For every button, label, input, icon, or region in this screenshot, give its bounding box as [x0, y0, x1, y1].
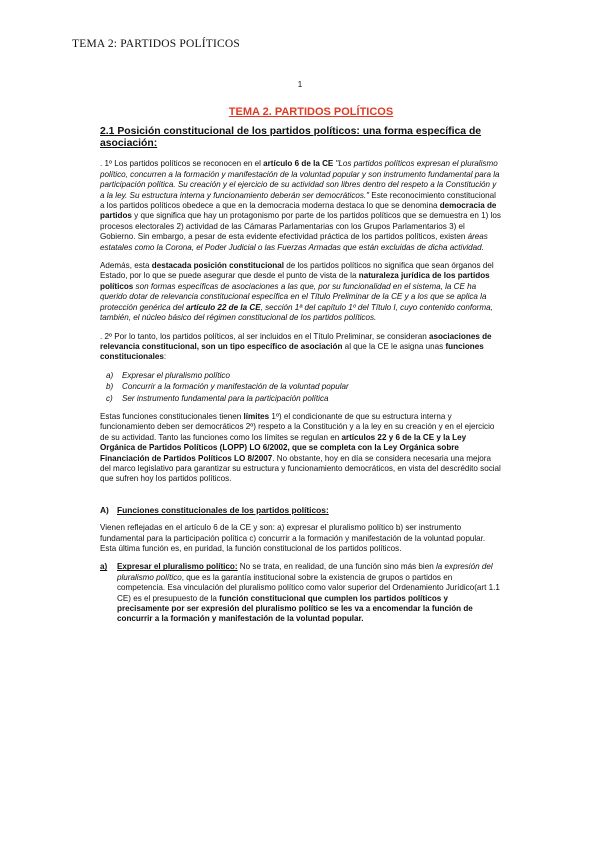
item-a-italic-1: la expresión del pluralismo político: [117, 562, 493, 582]
item-a-bold-1: función constitucional que cumplen los partidos políticos y precisamente por ser expresión del pluralismo político se les va a encomendar la función de concurrir a la formación y manifestación de la voluntad popular.: [117, 593, 473, 624]
p4-bold-2: artículos 22 y 6 de la CE y la Ley Orgánica de Partidos Políticos (LOPP) LO 6/2002, que se completa con la Ley Orgánica sobre Financiación de Partidos Políticos LO 8/2007: [100, 432, 467, 463]
list-letter: b): [106, 382, 114, 392]
list-text: Ser instrumento fundamental para la participación política: [122, 393, 329, 403]
p1-text-1: . 1º Los partidos políticos se reconocen en el: [100, 159, 264, 169]
paragraph-4: [100, 412, 502, 485]
subsection-label: A): [100, 504, 109, 515]
running-header: TEMA 2: PARTIDOS POLÍTICOS: [72, 38, 240, 50]
p3-text-2: al que la CE le asigna unas: [342, 341, 446, 351]
list-item: [100, 394, 502, 404]
item-a-letter: a): [100, 562, 108, 572]
item-a-text-1: No se trata, en realidad, de una función sino más bien: [237, 562, 436, 572]
paragraph-3: [100, 332, 502, 363]
p3-text-3: :: [163, 352, 167, 362]
p4-text-1: Estas funciones constitucionales tienen: [100, 411, 244, 421]
list-text: Expresar el pluralismo político: [122, 370, 230, 380]
section-number: 2.1: [100, 126, 115, 138]
p2-text-2: de los partidos políticos no significa que sean órganos del Estado, por lo que se puede asegurar que desde el punto de vista de la: [100, 261, 494, 281]
item-a-text-2: , que es la garantía institucional sobre la existencia de grupos o partidos en competencia. Esa vinculación del pluralismo político como valor superior del Ordenamiento Jurídico(art 1.1 CE) es el presupuesto de la: [117, 572, 500, 603]
p2-bold-2: naturaleza jurídica de los partidos políticos: [100, 271, 490, 291]
list-letter: a): [106, 370, 114, 380]
list-text: Concurrir a la formación y manifestación de la voluntad popular: [122, 382, 349, 392]
list-letter: c): [106, 393, 113, 403]
p1-italic-2: áreas estatales como la Corona, el Poder Judicial o las Fuerzas Armadas que están excluidas de dicha actividad.: [100, 232, 488, 252]
p2-bold-1: destacada posición constitucional: [151, 261, 284, 271]
section-heading: [100, 126, 502, 150]
p4-text-3: . No obstante, hoy en día se considera necesaria una mejora del marco legislativo para garantizar su estructura y funcionamiento democráticos, en vista del descrédito social que sufren hoy los partidos políticos.: [100, 453, 501, 484]
paragraph-2: [100, 261, 502, 323]
p1-text-3: y que significa que hay un protagonismo por parte de los partidos políticos que se demuestra en 1) los procesos electorales 2) actividad de las Cámaras Parlamentarias con los Grupos Parlamentarios 3) el Gobierno. Sin embargo, a pesar de esta evidente efectividad práctica de los partidos políticos, existen: [100, 211, 501, 242]
section-title: Posición constitucional de los partidos políticos: una forma específica de asociación:: [100, 126, 482, 150]
p2-bold-italic-1: artículo 22 de la CE: [185, 302, 261, 312]
p2-italic-1: son formas específicas de asociaciones a las que, por su funcionalidad en el sistema, la CE ha querido dotar de relevancia constitucional específica en el Título Preliminar de la CE y a los que se aplica la protección genérica del: [100, 281, 487, 312]
p1-bold-1: artículo 6 de la CE: [263, 159, 334, 169]
list-item: [100, 371, 502, 381]
p2-italic-2: , sección 1ª del capítulo 1º del Título I, cuyo contenido conforma, también, el núcleo básico del régimen constitucional de los partidos políticos.: [100, 302, 493, 323]
p1-text-2: Este reconocimiento constitucional a los partidos políticos obedece a que en la democracia moderna destaca lo que se denomina: [100, 190, 496, 211]
p4-text-2: 1º) el condicionante de que su estructura interna y funcionamiento deben ser democráticos 2º) respeto a la Constitución y a la ley en su creación y en el ejercicio de su actividad. Tanto las funciones como los límites se regulan en: [100, 411, 495, 442]
document-title: TEMA 2. PARTIDOS POLÍTICOS: [228, 106, 394, 118]
item-a-heading: Expresar el pluralismo político:: [117, 562, 238, 572]
list-item: [100, 382, 502, 392]
p1-italic-1: "Los partidos políticos expresan el pluralismo político, concurren a la formación y manifestación de la voluntad popular y son instrumento fundamental para la participación política. Su creación y el ejercicio de su actividad son libres dentro del respeto a la Constitución y a la ley. Su estructura interna y funcionamiento deberán ser democráticos.": [100, 159, 500, 200]
item-a: [100, 562, 502, 624]
subsection-title: Funciones constitucionales de los partidos políticos:: [117, 504, 329, 515]
p3-bold-1: asociaciones de relevancia constitucional, son un tipo específico de asociación: [100, 331, 492, 351]
paragraph-5: Vienen reflejadas en el artículo 6 de la CE y son: a) expresar el pluralismo político b) ser instrumento fundamental para la participación política c) concurrir a la formación y manifestación de la voluntad popular. Esta última función es, en puridad, la función constitucional de los partidos políticos.: [100, 523, 486, 553]
document-body: [100, 107, 502, 633]
p4-bold-1: límites: [243, 411, 270, 421]
p2-text-1: Además, esta: [100, 261, 152, 271]
p3-bold-2: funciones constitucionales: [100, 341, 484, 362]
p3-text-1: . 2º Por lo tanto, los partidos políticos, al ser incluidos en el Título Preliminar, se consideran: [100, 331, 429, 341]
p1-bold-2: democracia de partidos: [100, 201, 497, 221]
paragraph-1: [100, 159, 502, 253]
subsection-heading: [100, 505, 502, 515]
functions-list: [100, 371, 502, 404]
page-number: 1: [297, 80, 303, 89]
